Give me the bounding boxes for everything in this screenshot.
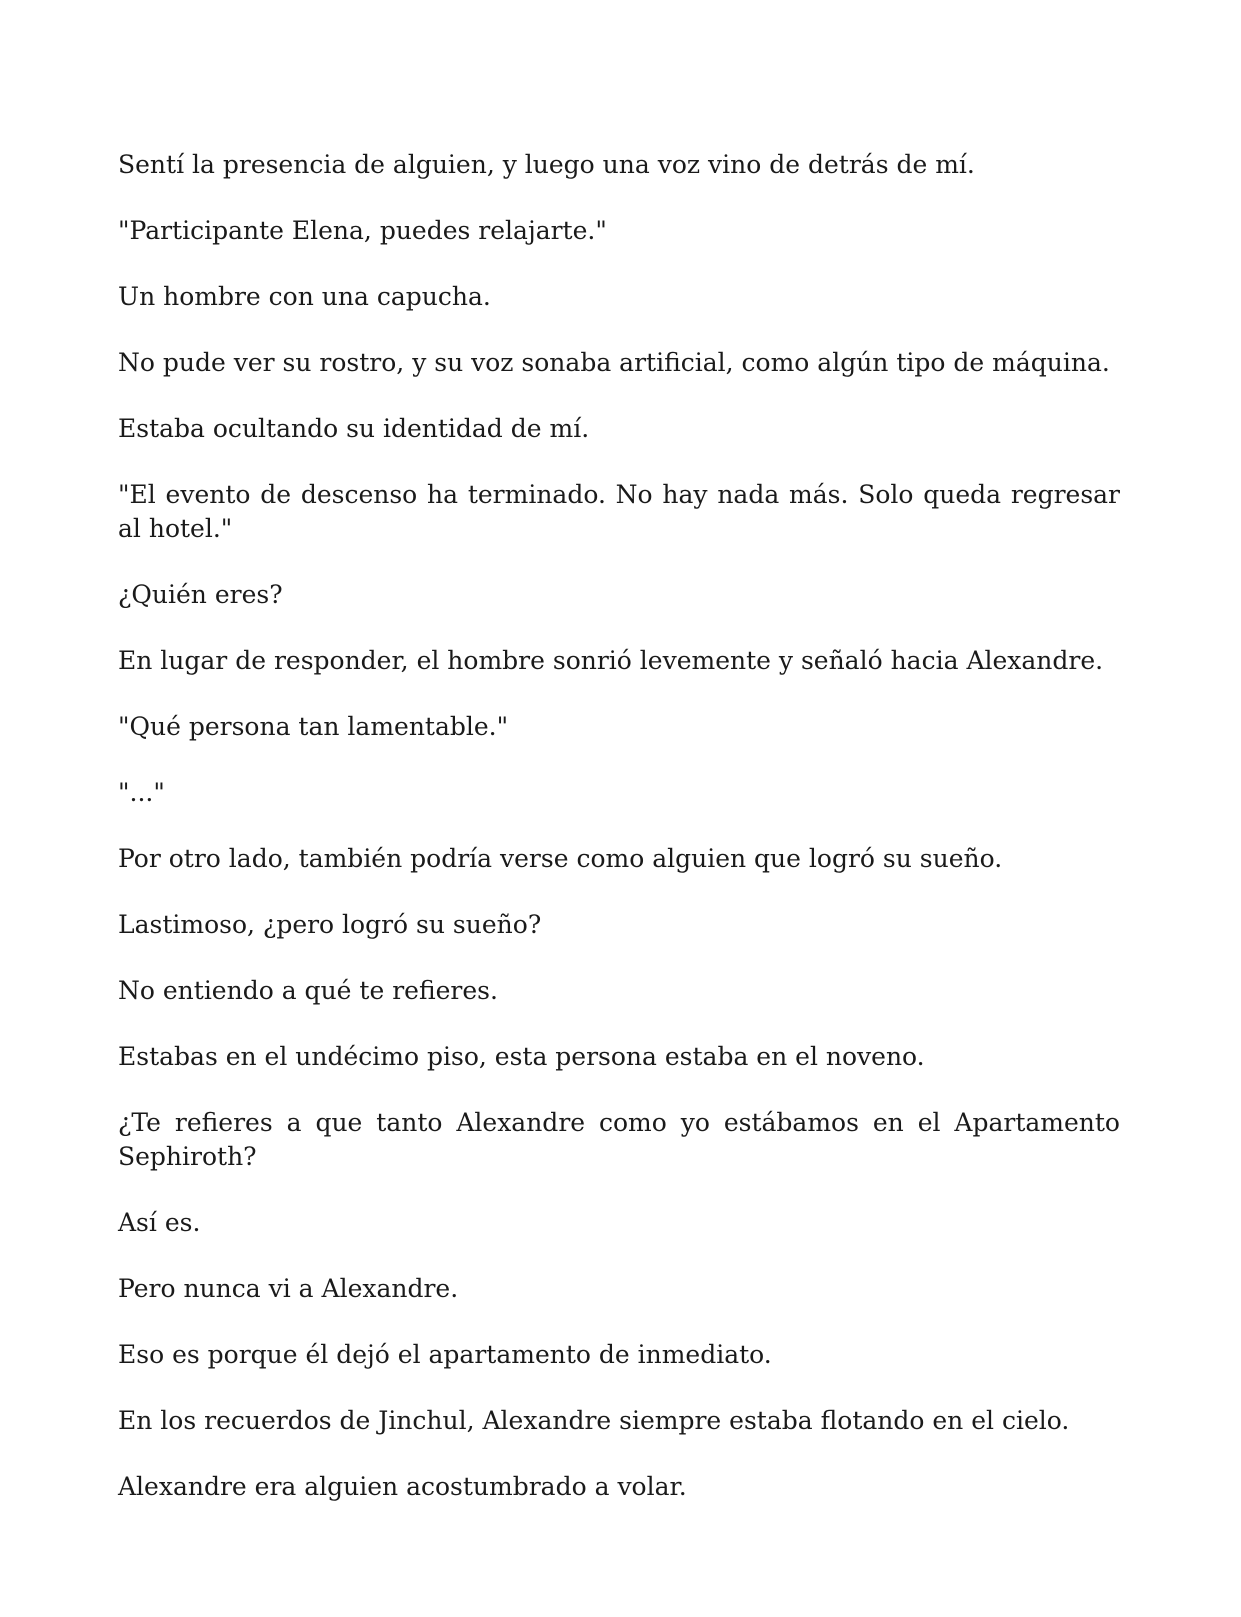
paragraph: "El evento de descenso ha terminado. No hay nada más. Solo queda regresar al hotel.": [118, 480, 1120, 543]
paragraph: Por otro lado, también podría verse como alguien que logró su sueño.: [118, 844, 1003, 873]
paragraph: ¿Te refieres a que tanto Alexandre como yo estábamos en el Apartamento Sephiroth?: [118, 1108, 1120, 1171]
paragraph: Sentí la presencia de alguien, y luego una voz vino de detrás de mí.: [118, 150, 975, 179]
paragraph: Estabas en el undécimo piso, esta persona estaba en el noveno.: [118, 1042, 925, 1071]
paragraph: Lastimoso, ¿pero logró su sueño?: [118, 910, 542, 939]
paragraph: No pude ver su rostro, y su voz sonaba artificial, como algún tipo de máquina.: [118, 348, 1110, 377]
paragraph: Un hombre con una capucha.: [118, 282, 491, 311]
paragraph: Así es.: [118, 1208, 201, 1237]
paragraph: En lugar de responder, el hombre sonrió levemente y señaló hacia Alexandre.: [118, 646, 1104, 675]
document-body: [118, 148, 1120, 1536]
paragraph: En los recuerdos de Jinchul, Alexandre siempre estaba flotando en el cielo.: [118, 1406, 1070, 1435]
paragraph: "Qué persona tan lamentable.": [118, 712, 509, 741]
paragraph: ¿Quién eres?: [118, 580, 283, 609]
paragraph: Eso es porque él dejó el apartamento de inmediato.: [118, 1340, 772, 1369]
paragraph: No entiendo a qué te refieres.: [118, 976, 498, 1005]
paragraph: "Participante Elena, puedes relajarte.": [118, 216, 607, 245]
paragraph: Estaba ocultando su identidad de mí.: [118, 414, 590, 443]
paragraph: Pero nunca vi a Alexandre.: [118, 1274, 459, 1303]
paragraph: "...": [118, 778, 165, 807]
paragraph: Alexandre era alguien acostumbrado a volar.: [118, 1472, 687, 1501]
